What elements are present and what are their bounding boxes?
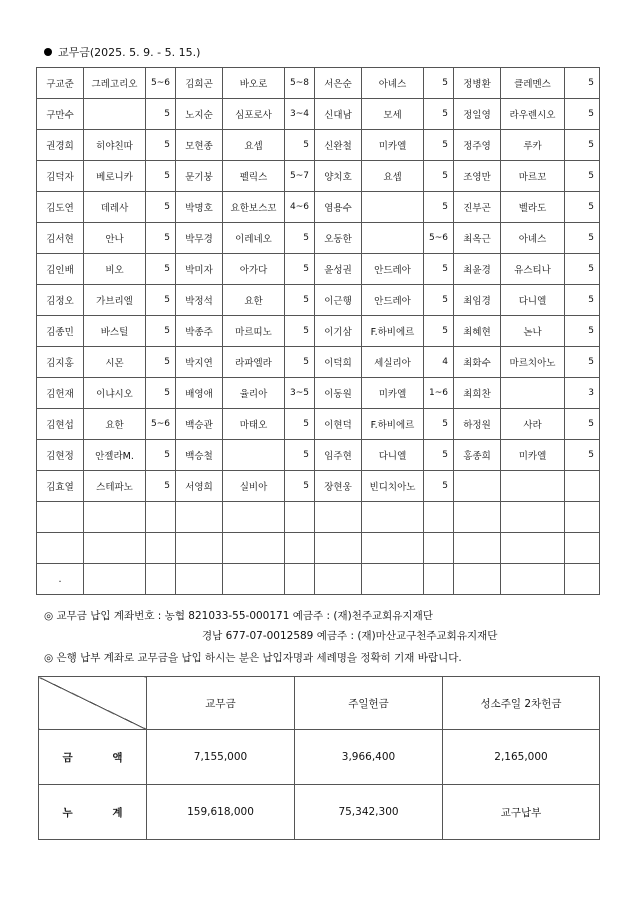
row-label-amount: 금 액 — [39, 730, 147, 785]
paid-months-cell: 5 — [146, 378, 176, 409]
roster-row — [37, 564, 600, 595]
baptismal-name-cell: 요셉 — [362, 161, 424, 192]
donor-name-cell: 문기붕 — [176, 161, 223, 192]
roster-row — [37, 378, 600, 409]
baptismal-name-cell: 빈디치아노 — [362, 471, 424, 502]
section-title-text: 교무금(2025. 5. 9. - 5. 15.) — [58, 46, 201, 59]
paid-months-cell: 5 — [424, 316, 454, 347]
donor-name-cell: 김정오 — [37, 285, 84, 316]
donor-name-cell: 최윤경 — [454, 254, 501, 285]
account-note-1: ◎ 교무금 납입 계좌번호 : 농협 821033-55-000171 예금주 : (재)천주교회유지재단 — [44, 610, 433, 622]
roster-row — [37, 347, 600, 378]
donor-name-cell: 홍종희 — [454, 440, 501, 471]
paid-months-cell: 5 — [146, 471, 176, 502]
paid-months-cell: 5 — [285, 254, 315, 285]
account-note-2: 경남 677-07-0012589 예금주 : (재)마산교구천주교회유지재단 — [202, 630, 498, 642]
baptismal-name-cell: 아가다 — [223, 254, 285, 285]
baptismal-name-cell: 히야친따 — [84, 130, 146, 161]
paid-months-cell: 5~6 — [424, 223, 454, 254]
header-sunday-offering: 주일헌금 — [295, 677, 443, 730]
paid-months-cell: 5 — [424, 161, 454, 192]
donor-name-cell — [37, 502, 84, 533]
baptismal-name-cell: 이레네오 — [223, 223, 285, 254]
paid-months-cell: 5 — [565, 223, 600, 254]
baptismal-name-cell: 데레사 — [84, 192, 146, 223]
baptismal-name-cell: 세실리아 — [362, 347, 424, 378]
baptismal-name-cell: 요한 — [223, 285, 285, 316]
roster-row — [37, 409, 600, 440]
baptismal-name-cell — [84, 564, 146, 595]
baptismal-name-cell: 율리아 — [223, 378, 285, 409]
baptismal-name-cell: 클레멘스 — [501, 68, 565, 99]
diagonal-corner-cell — [39, 677, 147, 730]
baptismal-name-cell: 안나 — [84, 223, 146, 254]
donor-name-cell: 김서현 — [37, 223, 84, 254]
donor-name-cell: 염용수 — [315, 192, 362, 223]
paid-months-cell: 5 — [146, 254, 176, 285]
row-label-cumulative: 누 계 — [39, 785, 147, 840]
baptismal-name-cell — [501, 564, 565, 595]
paid-months-cell — [424, 564, 454, 595]
baptismal-name-cell — [362, 502, 424, 533]
baptismal-name-cell: 미카엘 — [362, 130, 424, 161]
baptismal-name-cell: 심포로사 — [223, 99, 285, 130]
amount-sunday-offering: 3,966,400 — [295, 730, 443, 785]
baptismal-name-cell: 루카 — [501, 130, 565, 161]
donor-name-cell: 박종주 — [176, 316, 223, 347]
paid-months-cell: 5 — [146, 440, 176, 471]
donor-name-cell — [176, 564, 223, 595]
donor-name-cell: 조영만 — [454, 161, 501, 192]
paid-months-cell: 5 — [565, 68, 600, 99]
paid-months-cell: 5 — [565, 316, 600, 347]
paid-months-cell — [565, 533, 600, 564]
paid-months-cell: 5 — [565, 192, 600, 223]
baptismal-name-cell: 안드레아 — [362, 254, 424, 285]
donor-name-cell — [454, 564, 501, 595]
baptismal-name-cell — [501, 378, 565, 409]
donor-name-cell: 하정원 — [454, 409, 501, 440]
baptismal-name-cell — [362, 223, 424, 254]
donor-name-cell — [315, 533, 362, 564]
paid-months-cell: 4 — [424, 347, 454, 378]
paid-months-cell: 5~7 — [285, 161, 315, 192]
paid-months-cell: 5 — [146, 99, 176, 130]
baptismal-name-cell: 모세 — [362, 99, 424, 130]
baptismal-name-cell: 미카엘 — [362, 378, 424, 409]
baptismal-name-cell: 그레고리오 — [84, 68, 146, 99]
donor-name-cell: 서영희 — [176, 471, 223, 502]
paid-months-cell: 5 — [424, 285, 454, 316]
paid-months-cell: 5 — [565, 130, 600, 161]
donor-name-cell: 서은순 — [315, 68, 362, 99]
paid-months-cell: 3~5 — [285, 378, 315, 409]
baptismal-name-cell — [501, 502, 565, 533]
baptismal-name-cell — [223, 440, 285, 471]
baptismal-name-cell: 이냐시오 — [84, 378, 146, 409]
roster-row — [37, 440, 600, 471]
paid-months-cell: 5 — [424, 409, 454, 440]
baptismal-name-cell: 라우렌시오 — [501, 99, 565, 130]
paid-months-cell: 5 — [565, 409, 600, 440]
baptismal-name-cell: 마르꼬 — [501, 161, 565, 192]
donor-name-cell: 김희곤 — [176, 68, 223, 99]
cumulative-vocation-offering: 교구납부 — [443, 785, 600, 840]
donor-name-cell: 김헌재 — [37, 378, 84, 409]
roster-row — [37, 99, 600, 130]
paid-months-cell — [285, 502, 315, 533]
roster-row — [37, 254, 600, 285]
cumulative-sunday-offering: 75,342,300 — [295, 785, 443, 840]
paid-months-cell: 5 — [285, 440, 315, 471]
paid-months-cell: 5 — [424, 130, 454, 161]
donor-roster-table — [36, 67, 600, 595]
baptismal-name-cell: 라파엘라 — [223, 347, 285, 378]
donor-name-cell: 진부곤 — [454, 192, 501, 223]
baptismal-name-cell — [362, 192, 424, 223]
baptismal-name-cell: 베로니카 — [84, 161, 146, 192]
donor-name-cell: . — [37, 564, 84, 595]
donor-name-cell: 오동한 — [315, 223, 362, 254]
paid-months-cell: 5~6 — [146, 68, 176, 99]
paid-months-cell — [146, 502, 176, 533]
baptismal-name-cell — [84, 502, 146, 533]
paid-months-cell: 5 — [285, 285, 315, 316]
paid-months-cell: 5 — [146, 161, 176, 192]
baptismal-name-cell — [501, 533, 565, 564]
baptismal-name-cell: 논나 — [501, 316, 565, 347]
baptismal-name-cell: 시몬 — [84, 347, 146, 378]
donor-name-cell: 정병환 — [454, 68, 501, 99]
donor-name-cell: 권경희 — [37, 130, 84, 161]
amount-vocation-offering: 2,165,000 — [443, 730, 600, 785]
paid-months-cell — [285, 533, 315, 564]
paid-months-cell: 5~6 — [146, 409, 176, 440]
paid-months-cell: 5 — [565, 440, 600, 471]
paid-months-cell — [424, 533, 454, 564]
baptismal-name-cell — [223, 502, 285, 533]
donor-name-cell: 양치호 — [315, 161, 362, 192]
paid-months-cell: 5 — [424, 254, 454, 285]
donor-name-cell: 임주현 — [315, 440, 362, 471]
baptismal-name-cell: 마태오 — [223, 409, 285, 440]
donor-name-cell: 김현섭 — [37, 409, 84, 440]
donor-name-cell: 김지홍 — [37, 347, 84, 378]
donor-name-cell: 장현웅 — [315, 471, 362, 502]
baptismal-name-cell: 펠릭스 — [223, 161, 285, 192]
paid-months-cell — [565, 502, 600, 533]
donor-name-cell — [176, 502, 223, 533]
donor-name-cell: 최임경 — [454, 285, 501, 316]
donor-name-cell: 정일영 — [454, 99, 501, 130]
donor-name-cell — [454, 533, 501, 564]
totals-table — [38, 676, 600, 840]
donor-name-cell — [37, 533, 84, 564]
donor-name-cell: 이근행 — [315, 285, 362, 316]
donor-name-cell: 백승관 — [176, 409, 223, 440]
paid-months-cell: 5 — [146, 316, 176, 347]
paid-months-cell: 5 — [146, 285, 176, 316]
baptismal-name-cell — [223, 533, 285, 564]
baptismal-name-cell — [84, 533, 146, 564]
baptismal-name-cell: 안드레아 — [362, 285, 424, 316]
donor-name-cell: 신대남 — [315, 99, 362, 130]
donor-name-cell: 김효열 — [37, 471, 84, 502]
donor-name-cell: 이동원 — [315, 378, 362, 409]
donor-name-cell: 최옥근 — [454, 223, 501, 254]
donor-name-cell: 김덕자 — [37, 161, 84, 192]
donor-name-cell: 김도연 — [37, 192, 84, 223]
baptismal-name-cell: 안젤라M. — [84, 440, 146, 471]
roster-row — [37, 68, 600, 99]
donor-name-cell — [315, 564, 362, 595]
donor-name-cell: 최희찬 — [454, 378, 501, 409]
donor-name-cell: 김종민 — [37, 316, 84, 347]
baptismal-name-cell: 미카엘 — [501, 440, 565, 471]
donor-name-cell: 배영애 — [176, 378, 223, 409]
baptismal-name-cell: 요셉 — [223, 130, 285, 161]
paid-months-cell — [285, 564, 315, 595]
amount-tithe: 7,155,000 — [147, 730, 295, 785]
paid-months-cell: 5 — [424, 440, 454, 471]
donor-name-cell: 박미자 — [176, 254, 223, 285]
donor-name-cell: 박정석 — [176, 285, 223, 316]
donor-name-cell — [454, 471, 501, 502]
paid-months-cell: 5 — [565, 285, 600, 316]
paid-months-cell: 5 — [285, 347, 315, 378]
roster-row — [37, 223, 600, 254]
cumulative-tithe: 159,618,000 — [147, 785, 295, 840]
paid-months-cell: 5~8 — [285, 68, 315, 99]
donor-name-cell: 김현정 — [37, 440, 84, 471]
donor-name-cell: 신완철 — [315, 130, 362, 161]
donor-name-cell: 박지연 — [176, 347, 223, 378]
paid-months-cell: 5 — [285, 471, 315, 502]
roster-row — [37, 533, 600, 564]
header-vocation-offering: 성소주일 2차헌금 — [443, 677, 600, 730]
paid-months-cell — [424, 502, 454, 533]
baptismal-name-cell: 아녜스 — [501, 223, 565, 254]
totals-header-row — [39, 677, 600, 730]
baptismal-name-cell: 요한보스꼬 — [223, 192, 285, 223]
paid-months-cell: 5 — [424, 471, 454, 502]
baptismal-name-cell: 실비아 — [223, 471, 285, 502]
donor-name-cell — [176, 533, 223, 564]
baptismal-name-cell: 아녜스 — [362, 68, 424, 99]
baptismal-name-cell: 비오 — [84, 254, 146, 285]
roster-row — [37, 502, 600, 533]
baptismal-name-cell — [362, 533, 424, 564]
paid-months-cell: 5 — [424, 68, 454, 99]
donor-name-cell: 박무경 — [176, 223, 223, 254]
section-title — [44, 44, 200, 60]
baptismal-name-cell: 바스틸 — [84, 316, 146, 347]
baptismal-name-cell: 다니엘 — [362, 440, 424, 471]
donor-name-cell: 노지순 — [176, 99, 223, 130]
paid-months-cell: 5 — [565, 161, 600, 192]
baptismal-name-cell: 마르띠노 — [223, 316, 285, 347]
paid-months-cell: 5 — [146, 192, 176, 223]
paid-months-cell: 5 — [146, 347, 176, 378]
roster-row — [37, 192, 600, 223]
baptismal-name-cell: 벨라도 — [501, 192, 565, 223]
donor-name-cell: 구만수 — [37, 99, 84, 130]
donor-name-cell: 정주영 — [454, 130, 501, 161]
paid-months-cell: 3~4 — [285, 99, 315, 130]
baptismal-name-cell: 유스티나 — [501, 254, 565, 285]
baptismal-name-cell — [501, 471, 565, 502]
paid-months-cell: 5 — [565, 99, 600, 130]
paid-months-cell: 3 — [565, 378, 600, 409]
totals-cumulative-row — [39, 785, 600, 840]
paid-months-cell: 5 — [285, 130, 315, 161]
donor-name-cell: 모현종 — [176, 130, 223, 161]
baptismal-name-cell: 스테파노 — [84, 471, 146, 502]
baptismal-name-cell: 마르치아노 — [501, 347, 565, 378]
baptismal-name-cell: F.하비에르 — [362, 409, 424, 440]
donor-name-cell: 최화수 — [454, 347, 501, 378]
paid-months-cell: 5 — [146, 223, 176, 254]
baptismal-name-cell: 다니엘 — [501, 285, 565, 316]
paid-months-cell: 4~6 — [285, 192, 315, 223]
paid-months-cell: 5 — [285, 409, 315, 440]
roster-row — [37, 471, 600, 502]
donor-name-cell — [315, 502, 362, 533]
donor-name-cell: 구교준 — [37, 68, 84, 99]
donor-name-cell: 김인배 — [37, 254, 84, 285]
baptismal-name-cell: 사라 — [501, 409, 565, 440]
roster-row — [37, 285, 600, 316]
roster-row — [37, 316, 600, 347]
payment-instruction: ◎ 은행 납부 계좌로 교무금을 납입 하시는 분은 납입자명과 세례명을 정확히 기재 바랍니다. — [44, 652, 462, 664]
paid-months-cell — [146, 533, 176, 564]
paid-months-cell: 5 — [146, 130, 176, 161]
totals-amount-row — [39, 730, 600, 785]
paid-months-cell: 5 — [285, 223, 315, 254]
baptismal-name-cell — [223, 564, 285, 595]
donor-name-cell: 박명호 — [176, 192, 223, 223]
donor-name-cell: 이기삼 — [315, 316, 362, 347]
paid-months-cell: 5 — [565, 254, 600, 285]
bullet-icon — [44, 48, 52, 56]
baptismal-name-cell: 바오로 — [223, 68, 285, 99]
roster-row — [37, 161, 600, 192]
donor-name-cell: 최혜현 — [454, 316, 501, 347]
baptismal-name-cell: 요한 — [84, 409, 146, 440]
donor-name-cell: 윤성권 — [315, 254, 362, 285]
baptismal-name-cell: 가브리엘 — [84, 285, 146, 316]
baptismal-name-cell — [84, 99, 146, 130]
paid-months-cell: 5 — [285, 316, 315, 347]
donor-name-cell: 이덕희 — [315, 347, 362, 378]
baptismal-name-cell — [362, 564, 424, 595]
donor-name-cell — [454, 502, 501, 533]
paid-months-cell — [146, 564, 176, 595]
donor-name-cell: 백승철 — [176, 440, 223, 471]
roster-row — [37, 130, 600, 161]
paid-months-cell — [565, 564, 600, 595]
baptismal-name-cell: F.하비에르 — [362, 316, 424, 347]
header-tithe: 교무금 — [147, 677, 295, 730]
donor-name-cell: 이현덕 — [315, 409, 362, 440]
paid-months-cell — [565, 471, 600, 502]
paid-months-cell: 5 — [424, 192, 454, 223]
paid-months-cell: 1~6 — [424, 378, 454, 409]
paid-months-cell: 5 — [424, 99, 454, 130]
paid-months-cell: 5 — [565, 347, 600, 378]
